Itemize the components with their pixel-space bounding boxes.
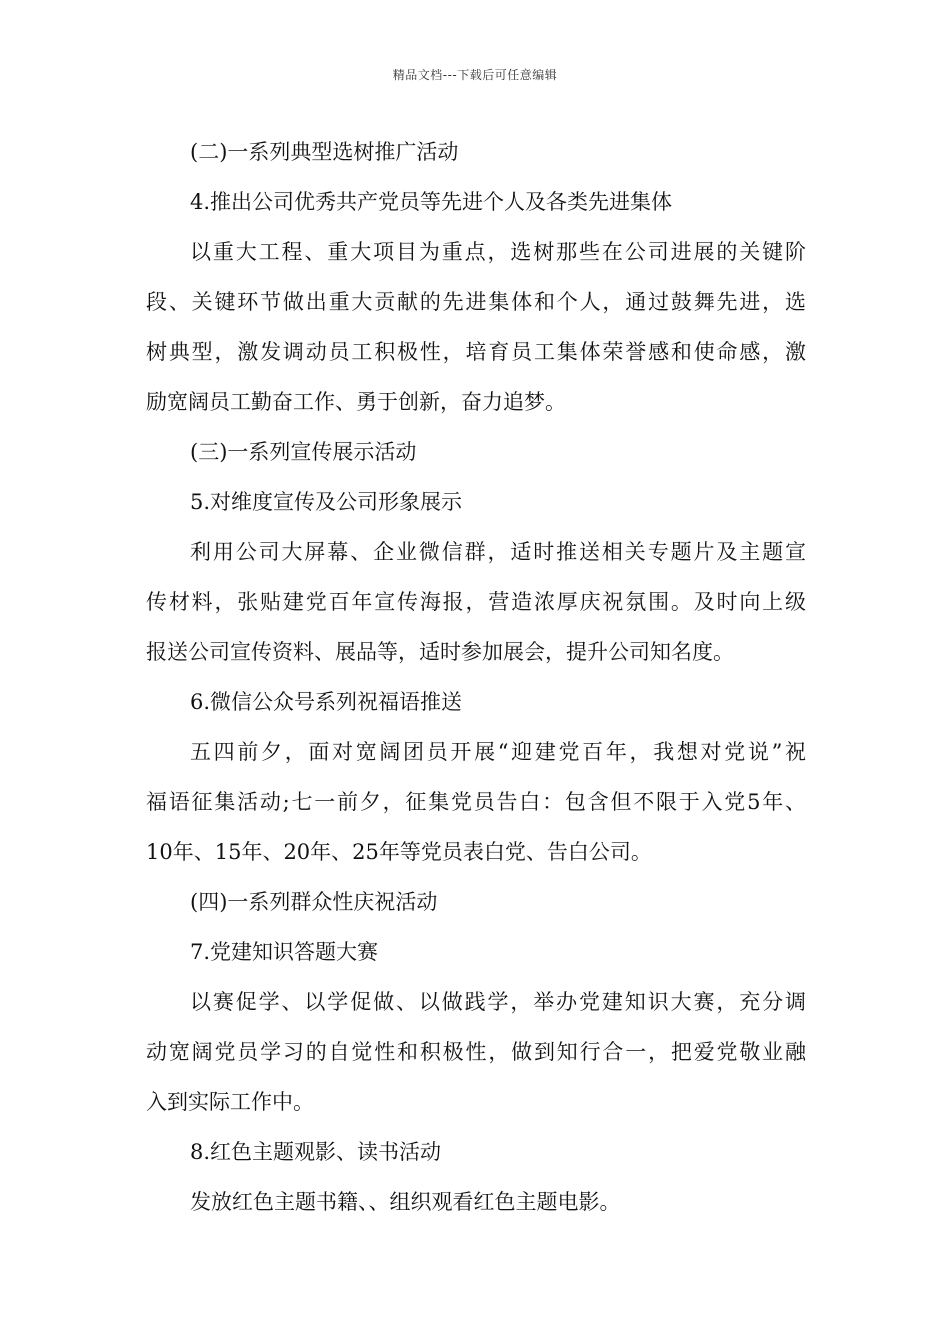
paragraph-line: 报送公司宣传资料、展品等，适时参加展会，提升公司知名度。 [146, 640, 734, 664]
paragraph-line: 以赛促学、以学促做、以做践学，举办党建知识大赛，充分调 [190, 990, 806, 1014]
page-header: 精品文档---下载后可任意编辑 [392, 68, 558, 82]
item-heading-7: 7.党建知识答题大赛 [190, 940, 379, 964]
paragraph-line: 发放红色主题书籍、、组织观看红色主题电影。 [190, 1190, 621, 1214]
paragraph-line: 五四前夕，面对宽阔团员开展“迎建党百年，我想对党说”祝 [190, 740, 806, 764]
paragraph-line: 以重大工程、重大项目为重点，选树那些在公司进展的关键阶 [190, 240, 806, 264]
section-heading-4: (四)一系列群众性庆祝活动 [190, 890, 438, 914]
section-heading-2: (二)一系列典型选树推广活动 [190, 140, 459, 164]
paragraph-line: 段、关键环节做出重大贡献的先进集体和个人，通过鼓舞先进，选 [146, 290, 806, 314]
paragraph-line: 励宽阔员工勤奋工作、勇于创新，奋力追梦。 [146, 390, 566, 414]
item-heading-8: 8.红色主题观影、读书活动 [190, 1140, 442, 1164]
paragraph-line: 树典型，激发调动员工积极性，培育员工集体荣誉感和使命感，激 [146, 340, 806, 364]
paragraph-line: 10年、15年、20年、25年等党员表白党、告白公司。 [146, 840, 652, 864]
paragraph-line: 福语征集活动;七一前夕，征集党员告白：包含但不限于入党5年、 [146, 790, 806, 814]
paragraph-line: 传材料，张贴建党百年宣传海报，营造浓厚庆祝氛围。及时向上级 [146, 590, 806, 614]
section-heading-3: (三)一系列宣传展示活动 [190, 440, 417, 464]
paragraph-line: 动宽阔党员学习的自觉性和积极性，做到知行合一，把爱党敬业融 [146, 1040, 806, 1064]
paragraph-line: 入到实际工作中。 [146, 1090, 314, 1114]
item-heading-6: 6.微信公众号系列祝福语推送 [190, 690, 463, 714]
paragraph-line: 利用公司大屏幕、企业微信群，适时推送相关专题片及主题宣 [190, 540, 806, 564]
item-heading-5: 5.对维度宣传及公司形象展示 [190, 490, 463, 514]
document-body [146, 132, 806, 1232]
item-heading-4: 4.推出公司优秀共产党员等先进个人及各类先进集体 [190, 190, 673, 214]
